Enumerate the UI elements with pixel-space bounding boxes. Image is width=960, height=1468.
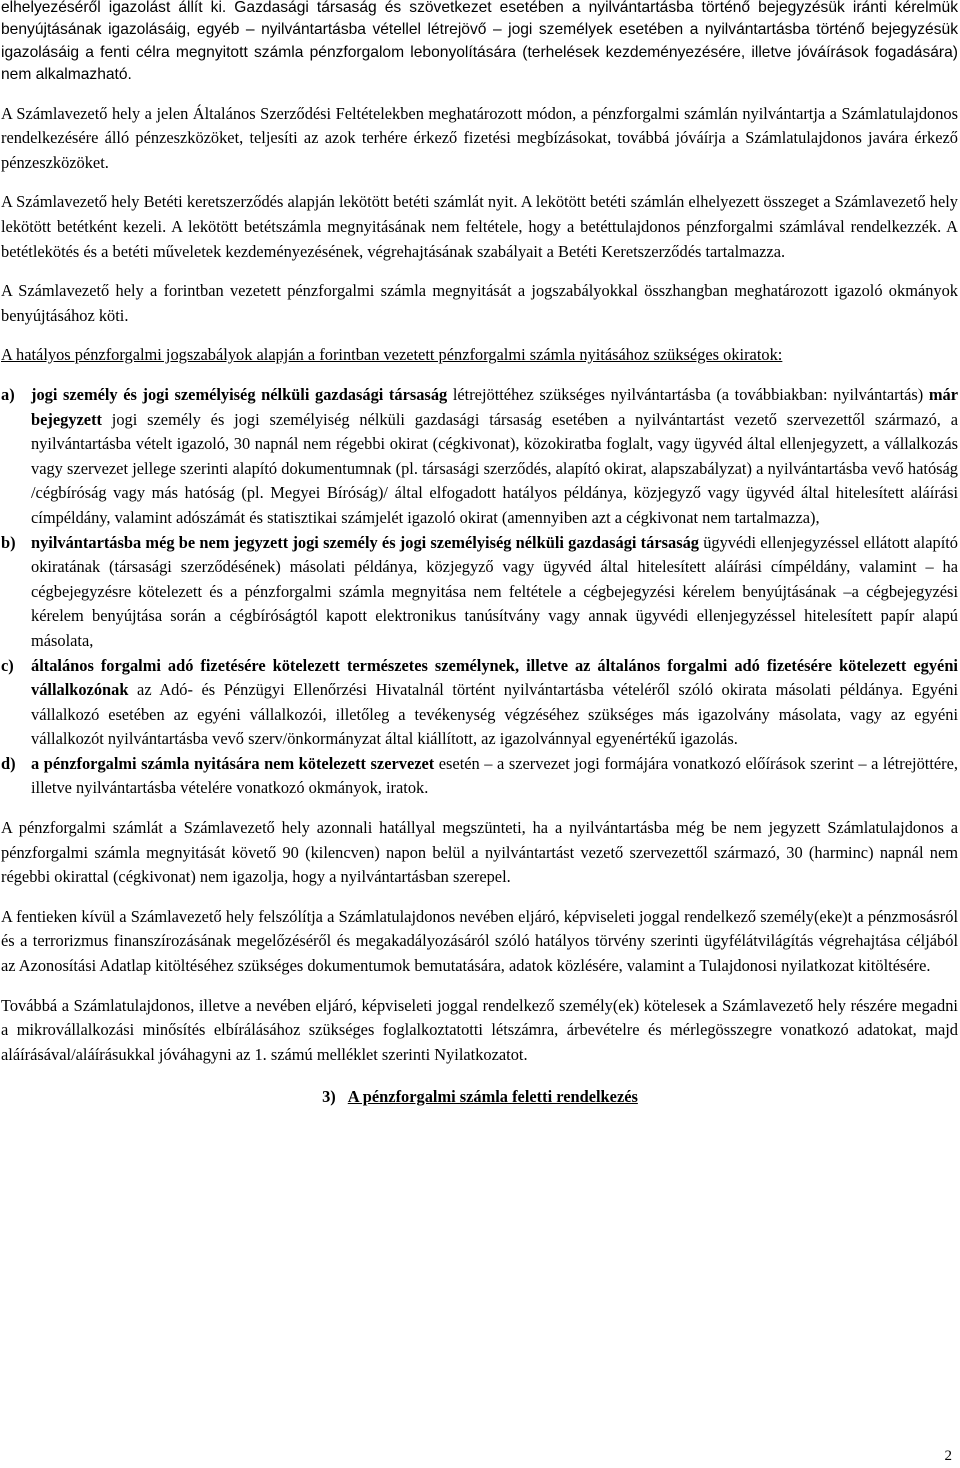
list-item-d [0, 752, 960, 801]
section-number: 3) [322, 1087, 336, 1107]
list-item-bold: a pénzforgalmi számla nyitására nem kötelezett szervezet [31, 753, 435, 773]
list-item-c [0, 654, 960, 752]
paragraph-account-termination: A pénzforgalmi számlát a Számlavezető hely azonnali hatállyal megszünteti, ha a nyilvántartásba még be nem jegyzett Számlatulajdonos a pénzforgalmi számla megnyitását követő 90 (kilencven) napon belül a nyilvántartást vezető szervezettől származó, 30 (harminc) napnál nem régebbi okirattal (cégkivonat) nem igazolja, hogy a nyilvántartásban szerepel. [1, 818, 958, 887]
list-item-text: jogi személy és jogi személyiség nélküli gazdasági társaság esetében a nyilvántartást vezető szervezettől származó, a nyilvántartásba vételt igazoló, 30 napnál nem régebbi okirat (cégkivonat), közokiratba foglalt, vagy ügyvéd által ellenjegyzett, a vállalkozás vagy szervezet jellege szerinti alapító dokumentumnak (pl. társasági szerződés, alapító okirat, alapszabályzat) a nyilvántartásba vevő hatóság /cégbíróság vagy más hatóság (pl. Megyei Bíróság)/ által elfogadott hatályos példánya, közjegyző vagy ügyvéd által hitelesített aláírási címpéldány, valamint adószámát és statisztikai számjelét igazoló okirat (amennyiben azt a cégkivonat nem tartalmazza), [31, 409, 958, 527]
section-heading [0, 1085, 960, 1109]
required-documents-list [0, 383, 960, 801]
paragraph-required-documents-intro: A hatályos pénzforgalmi jogszabályok alapján a forintban vezetett pénzforgalmi számla nyitásához szükséges okiratok: [1, 345, 783, 365]
list-item-bold: már bejegyzett [31, 384, 958, 429]
list-item-label: b) [1, 532, 16, 552]
list-item-text: esetén – a szervezet jogi formájára vonatkozó előírások szerint – a létrejöttére, illetve nyilvántartásba vételére vonatkozó okmányok, iratok. [31, 753, 958, 798]
list-item-b [0, 531, 960, 654]
paragraph-forint-account-opening: A Számlavezető hely a forintban vezetett pénzforgalmi számla megnyitását a jogszabályokkal összhangban meghatározott igazoló okmányok benyújtásához köti. [1, 281, 958, 325]
list-item-text: ügyvédi ellenjegyzéssel ellátott alapító okiratának (társasági szerződésének) másolati példánya, közjegyző vagy ügyvéd által hitelesített aláírási címpéldány, valamint – ha cégbejegyzésre kötelezett és a pénzforgalmi számla megnyitása nem feltétele a cégbejegyzési kérelem benyújtásának –a cégbejegyzési kérelem benyújtása során a cégbíróságtól kapott elektronikus tanúsítvány vagy annak ügyvédi ellenjegyzéssel hitelesített papír alapú másolata, [31, 532, 958, 650]
paragraph-deposit-account: A Számlavezető hely Betéti keretszerződés alapján lekötött betéti számlát nyit. A lekötött betéti számlán elhelyezett összeget a Számlavezető hely lekötött betétként kezeli. A lekötött betétszámla megnyitásának nem feltétele, hogy a betéttulajdonos pénzforgalmi számlával rendelkezzék. A betétlekötés és a betéti műveletek kezdeményezésének, végrehajtásának szabályait a Betéti Keretszerződés tartalmazza. [1, 192, 958, 261]
paragraph-microenterprise-data: Továbbá a Számlatulajdonos, illetve a nevében eljáró, képviseleti joggal rendelkező személy(ek) kötelesek a Számlavezető hely részére megadni a mikrovállalkozási minősítés elbírálásához szükséges foglalkoztatotti létszámra, árbevételre és mérlegösszegre vonatkozó adatokat, majd aláírásával/aláírásukkal jóváhagyni az 1. számú melléklet szerinti Nyilatkozatot. [1, 995, 958, 1064]
paragraph-account-management: A Számlavezető hely a jelen Általános Szerződési Feltételekben meghatározott módon, a pénzforgalmi számlán nyilvántartja a Számlatulajdonos rendelkezésére álló pénzeszközöket, teljesíti az azok terhére érkező fizetési megbízásokat, továbbá jóváírja a Számlatulajdonos javára érkező pénzeszközöket. [1, 103, 958, 172]
paragraph-customer-due-diligence: A fentieken kívül a Számlavezető hely felszólítja a Számlatulajdonos nevében eljáró, képviseleti joggal rendelkező személy(eke)t a pénzmosásról és a terrorizmus finanszírozásának megelőzéséről és megakadályozásáról szóló hatályos törvény szerinti ügyfélátvilágítás végrehajtása céljából az Azonosítási Adatlap kitöltéséhez szükséges dokumentumok bemutatására, adatok közlésére, valamint a Tulajdonosi nyilatkozat kitöltésére. [1, 906, 958, 976]
list-item-text: létrejöttéhez szükséges nyilvántartásba (a továbbiakban: nyilvántartás) [447, 384, 929, 404]
list-item-a [0, 383, 960, 531]
section-title: A pénzforgalmi számla feletti rendelkezés [347, 1087, 638, 1107]
list-item-bold: nyilvántartásba még be nem jegyzett jogi személy és jogi személyiség nélküli gazdasági társaság [31, 532, 699, 552]
page-number: 2 [944, 1448, 952, 1464]
list-item-bold: jogi személy és jogi személyiség nélküli gazdasági társaság [31, 384, 448, 404]
list-item-label: a) [1, 384, 15, 404]
paragraph-continuation: elhelyezéséről igazolást állít ki. Gazdasági társaság és szövetkezet esetében a nyilvántartásba történő bejegyzésük iránti kérelmük benyújtásának igazolásáig, egyéb – nyilvántartásba vétellel létrejövő – jogi személyek esetében a nyilvántartásba történő bejegyzésük igazolásáig a fenti célra megnyitott számla pénzforgalom lebonyolítására (terhelések kezdeményezésére, illetve jóváírások fogadására) nem alkalmazható. [1, 0, 958, 84]
list-item-text: az Adó- és Pénzügyi Ellenőrzési Hivatalnál történt nyilvántartásba vételéről szóló okirata másolati példánya. Egyéni vállalkozó esetében az egyéni vállalkozói, illetőleg a tevékenység végzéséhez szükséges más igazolvány másolata, vagy az egyéni vállalkozót nyilvántartásba vevő szerv/önkormányzat által kiállított, az igazolvánnyal egyenértékű igazolás. [31, 680, 958, 749]
list-item-bold: általános forgalmi adó fizetésére kötelezett természetes személynek, illetve az általános forgalmi adó fizetésére kötelezett egyéni vállalkozónak [31, 655, 958, 700]
list-item-label: d) [1, 753, 16, 773]
list-item-label: c) [1, 655, 14, 675]
